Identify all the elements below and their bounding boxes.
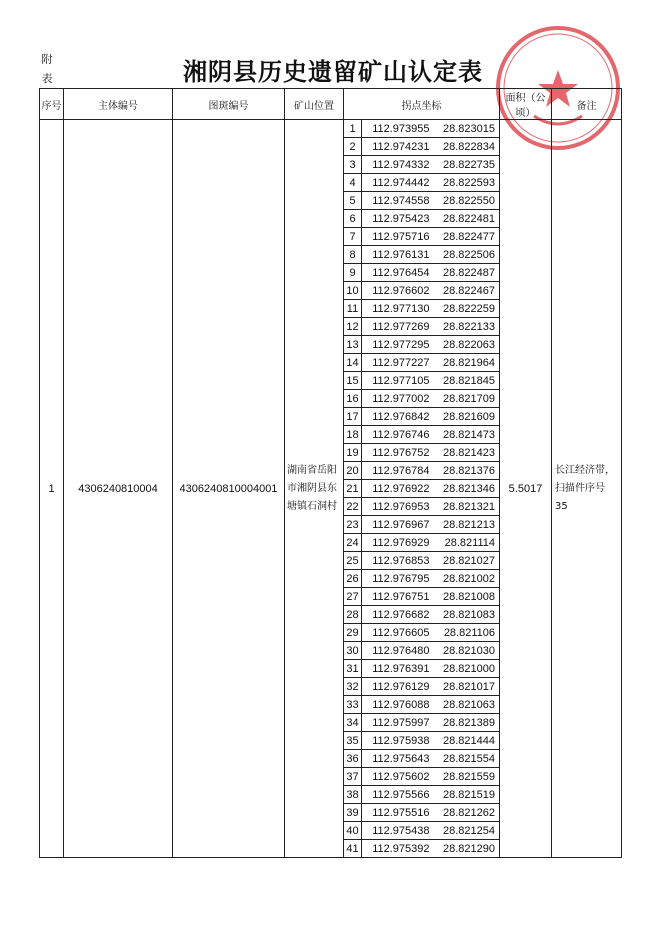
record-location: 湖南省岳阳市湘阴县东塘镇石洞村: [285, 120, 344, 858]
point-index: 31: [344, 660, 362, 678]
point-index: 5: [344, 192, 362, 210]
point-longitude: 112.974231: [362, 138, 434, 156]
record-remark: 长江经济带，扫描件序号 35: [552, 120, 622, 858]
point-longitude: 112.976929: [362, 534, 434, 552]
point-index: 18: [344, 426, 362, 444]
point-latitude: 28.822259: [434, 300, 500, 318]
point-latitude: 28.822477: [434, 228, 500, 246]
point-index: 12: [344, 318, 362, 336]
point-latitude: 28.822133: [434, 318, 500, 336]
point-index: 16: [344, 390, 362, 408]
point-index: 35: [344, 732, 362, 750]
point-latitude: 28.822487: [434, 264, 500, 282]
point-index: 30: [344, 642, 362, 660]
point-longitude: 112.976391: [362, 660, 434, 678]
point-index: 1: [344, 120, 362, 138]
point-latitude: 28.821083: [434, 606, 500, 624]
point-latitude: 28.822063: [434, 336, 500, 354]
point-longitude: 112.976129: [362, 678, 434, 696]
point-latitude: 28.821017: [434, 678, 500, 696]
point-longitude: 112.976751: [362, 588, 434, 606]
point-index: 4: [344, 174, 362, 192]
header-location: 矿山位置: [285, 89, 344, 120]
point-latitude: 28.821321: [434, 498, 500, 516]
point-longitude: 112.976131: [362, 246, 434, 264]
point-latitude: 28.821609: [434, 408, 500, 426]
point-index: 34: [344, 714, 362, 732]
point-index: 41: [344, 840, 362, 858]
point-latitude: 28.822467: [434, 282, 500, 300]
point-longitude: 112.977295: [362, 336, 434, 354]
point-index: 14: [344, 354, 362, 372]
header-coords: 拐点坐标: [344, 89, 500, 120]
point-latitude: 28.822593: [434, 174, 500, 192]
point-index: 40: [344, 822, 362, 840]
point-index: 23: [344, 516, 362, 534]
point-longitude: 112.976784: [362, 462, 434, 480]
point-longitude: 112.976746: [362, 426, 434, 444]
record-area: 5.5017: [500, 120, 552, 858]
point-longitude: 112.976480: [362, 642, 434, 660]
point-latitude: 28.822735: [434, 156, 500, 174]
point-index: 36: [344, 750, 362, 768]
point-latitude: 28.822506: [434, 246, 500, 264]
point-longitude: 112.977227: [362, 354, 434, 372]
point-longitude: 112.975997: [362, 714, 434, 732]
point-latitude: 28.821964: [434, 354, 500, 372]
point-index: 2: [344, 138, 362, 156]
point-index: 10: [344, 282, 362, 300]
point-longitude: 112.975643: [362, 750, 434, 768]
point-latitude: 28.821709: [434, 390, 500, 408]
point-latitude: 28.821063: [434, 696, 500, 714]
point-longitude: 112.976795: [362, 570, 434, 588]
point-index: 9: [344, 264, 362, 282]
header-row: [40, 89, 622, 120]
point-latitude: 28.821002: [434, 570, 500, 588]
point-index: 11: [344, 300, 362, 318]
point-longitude: 112.975438: [362, 822, 434, 840]
point-latitude: 28.821213: [434, 516, 500, 534]
point-longitude: 112.977002: [362, 390, 434, 408]
point-latitude: 28.821845: [434, 372, 500, 390]
record-seq: 1: [40, 120, 64, 858]
point-longitude: 112.974332: [362, 156, 434, 174]
point-longitude: 112.976853: [362, 552, 434, 570]
header-body-id: 主体编号: [64, 89, 173, 120]
point-index: 28: [344, 606, 362, 624]
point-index: 37: [344, 768, 362, 786]
point-longitude: 112.976752: [362, 444, 434, 462]
point-latitude: 28.821290: [434, 840, 500, 858]
point-index: 19: [344, 444, 362, 462]
point-index: 39: [344, 804, 362, 822]
point-index: 13: [344, 336, 362, 354]
header-patch-id: 图斑编号: [173, 89, 285, 120]
point-latitude: 28.821559: [434, 768, 500, 786]
point-index: 25: [344, 552, 362, 570]
point-longitude: 112.975566: [362, 786, 434, 804]
point-longitude: 112.976605: [362, 624, 434, 642]
point-latitude: 28.821376: [434, 462, 500, 480]
point-index: 27: [344, 588, 362, 606]
point-index: 21: [344, 480, 362, 498]
point-index: 32: [344, 678, 362, 696]
point-longitude: 112.976088: [362, 696, 434, 714]
point-latitude: 28.822834: [434, 138, 500, 156]
point-index: 29: [344, 624, 362, 642]
point-index: 6: [344, 210, 362, 228]
point-longitude: 112.973955: [362, 120, 434, 138]
point-index: 24: [344, 534, 362, 552]
point-latitude: 28.821008: [434, 588, 500, 606]
point-index: 26: [344, 570, 362, 588]
point-longitude: 112.974442: [362, 174, 434, 192]
point-index: 33: [344, 696, 362, 714]
point-latitude: 28.822481: [434, 210, 500, 228]
header-area: 面积（公顷）: [500, 89, 552, 120]
point-longitude: 112.976682: [362, 606, 434, 624]
header-seq: 序号: [40, 89, 64, 120]
point-longitude: 112.977130: [362, 300, 434, 318]
point-latitude: 28.821254: [434, 822, 500, 840]
point-longitude: 112.976967: [362, 516, 434, 534]
point-longitude: 112.975423: [362, 210, 434, 228]
point-latitude: 28.821423: [434, 444, 500, 462]
point-index: 7: [344, 228, 362, 246]
point-index: 15: [344, 372, 362, 390]
header-remark: 备注: [552, 89, 622, 120]
point-longitude: 112.976454: [362, 264, 434, 282]
point-longitude: 112.976953: [362, 498, 434, 516]
point-latitude: 28.821519: [434, 786, 500, 804]
point-longitude: 112.975392: [362, 840, 434, 858]
point-longitude: 112.976602: [362, 282, 434, 300]
point-longitude: 112.975602: [362, 768, 434, 786]
record-patch-id: 4306240810004001: [173, 120, 285, 858]
point-latitude: 28.821389: [434, 714, 500, 732]
page-title: 湘阴县历史遗留矿山认定表: [183, 57, 483, 86]
point-index: 17: [344, 408, 362, 426]
point-latitude: 28.821444: [434, 732, 500, 750]
point-latitude: 28.821262: [434, 804, 500, 822]
coordinate-row: [40, 120, 622, 138]
point-index: 38: [344, 786, 362, 804]
point-latitude: 28.823015: [434, 120, 500, 138]
point-longitude: 112.975516: [362, 804, 434, 822]
point-index: 22: [344, 498, 362, 516]
point-longitude: 112.975716: [362, 228, 434, 246]
point-longitude: 112.976842: [362, 408, 434, 426]
point-latitude: 28.821473: [434, 426, 500, 444]
point-index: 3: [344, 156, 362, 174]
point-index: 8: [344, 246, 362, 264]
point-latitude: 28.821027: [434, 552, 500, 570]
point-latitude: 28.821554: [434, 750, 500, 768]
point-latitude: 28.821346: [434, 480, 500, 498]
annex-label: 附表: [41, 53, 53, 85]
point-longitude: 112.974558: [362, 192, 434, 210]
point-latitude: 28.821106: [434, 624, 500, 642]
point-longitude: 112.976922: [362, 480, 434, 498]
record-body-id: 4306240810004: [64, 120, 173, 858]
point-longitude: 112.977269: [362, 318, 434, 336]
point-latitude: 28.822550: [434, 192, 500, 210]
point-index: 20: [344, 462, 362, 480]
mine-table: [39, 88, 622, 858]
point-latitude: 28.821000: [434, 660, 500, 678]
point-longitude: 112.977105: [362, 372, 434, 390]
point-latitude: 28.821114: [434, 534, 500, 552]
point-longitude: 112.975938: [362, 732, 434, 750]
point-latitude: 28.821030: [434, 642, 500, 660]
